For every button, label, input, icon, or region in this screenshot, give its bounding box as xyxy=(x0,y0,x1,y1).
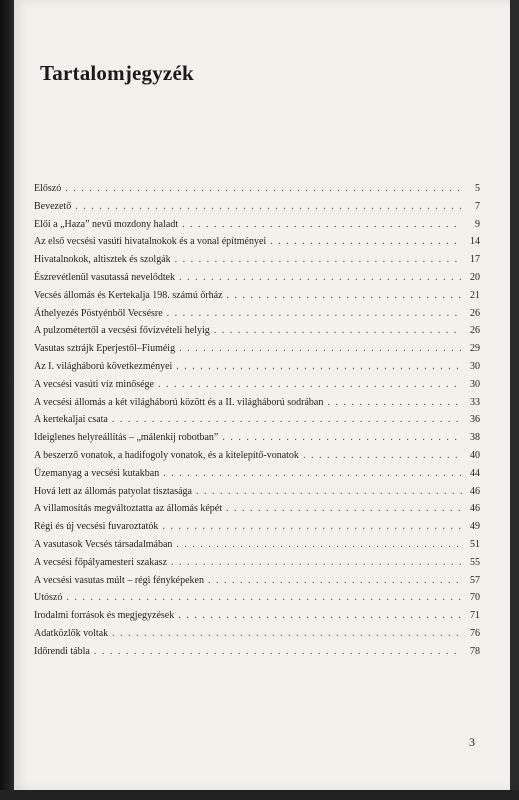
toc-entry-page: 49 xyxy=(470,521,480,533)
page-edge xyxy=(510,0,519,800)
toc-entry xyxy=(34,254,480,272)
toc-entry-page: 26 xyxy=(470,325,480,337)
toc-entry-page: 57 xyxy=(470,574,480,586)
toc-entry-title: Vasutas sztrájk Eperjestől–Fiuméig xyxy=(34,343,176,355)
toc-leader-dots xyxy=(227,290,462,301)
toc-leader-dots xyxy=(176,361,462,372)
toc-entry-page: 70 xyxy=(470,592,480,604)
toc-entry-title: Hová lett az állomás patyolat tisztasága xyxy=(34,485,192,497)
toc-entry xyxy=(34,646,480,664)
toc-entry-title: Észrevétlenül vasutassá nevelődtek xyxy=(34,271,176,283)
toc-entry-title: A vecsési főpályamesteri szakasz xyxy=(34,556,168,568)
toc-entry xyxy=(34,272,480,290)
toc-leader-dots xyxy=(112,628,462,639)
toc-entry xyxy=(34,201,480,219)
toc-entry-title: Az I. világháború következményei xyxy=(34,360,173,372)
toc-entry xyxy=(34,503,480,521)
toc-leader-dots xyxy=(167,308,462,319)
toc-leader-dots xyxy=(163,468,462,479)
toc-entry-page: 17 xyxy=(470,254,480,266)
toc-entry xyxy=(34,557,480,575)
toc-entry-title: A vecsési állomás a két világháború között és a II. világháború sodrában xyxy=(34,396,324,408)
toc-entry xyxy=(34,414,480,432)
toc-entry-title: Vecsés állomás és Kertekalja 198. számú őrház xyxy=(34,289,223,301)
toc-entry xyxy=(34,290,480,308)
toc-entry xyxy=(34,486,480,504)
toc-entry xyxy=(34,575,480,593)
page-number: 3 xyxy=(469,735,475,749)
toc-entry xyxy=(34,183,480,201)
toc-entry-page: 14 xyxy=(470,236,480,248)
toc-entry-title: Előszó xyxy=(34,183,62,194)
toc-entry-page: 46 xyxy=(470,503,480,515)
toc-entry-title: Adatközlők voltak xyxy=(34,627,109,639)
toc-entry-page: 38 xyxy=(470,432,480,444)
toc-entry xyxy=(34,628,480,646)
toc-entry xyxy=(34,325,480,343)
toc-entry-title: Az első vecsési vasúti hivatalnokok és a vonal építményei xyxy=(34,236,267,248)
toc-leader-dots xyxy=(196,486,462,497)
toc-entry xyxy=(34,361,480,379)
toc-entry-page: 29 xyxy=(470,343,480,355)
toc-entry-page: 46 xyxy=(470,485,480,497)
toc-entry-title: Előí a „Haza” nevű mozdony haladt xyxy=(34,218,179,230)
toc-leader-dots xyxy=(175,254,462,265)
toc-entry xyxy=(34,308,480,326)
toc-entry-title: A villamosítás megváltoztatta az állomás képét xyxy=(34,503,222,515)
toc-entry xyxy=(34,521,480,539)
toc-leader-dots xyxy=(66,592,462,603)
toc-entry-page: 71 xyxy=(470,610,480,622)
toc-entry xyxy=(34,610,480,628)
toc-leader-dots xyxy=(178,610,462,621)
toc-entry-page: 40 xyxy=(470,449,480,461)
toc-leader-dots xyxy=(162,521,462,532)
toc-entry-title: Időrendi tábla xyxy=(34,645,90,657)
toc-entry-page: 76 xyxy=(470,627,480,639)
toc-entry-page: 78 xyxy=(470,645,480,657)
table-of-contents xyxy=(34,183,480,664)
toc-entry-page: 30 xyxy=(470,360,480,372)
toc-entry xyxy=(34,397,480,415)
toc-entry-title: A pulzométertől a vecsési fővízvételi helyig xyxy=(34,325,210,337)
toc-entry-title: Régi és új vecsési fuvaroztatók xyxy=(34,521,159,533)
toc-entry xyxy=(34,592,480,610)
toc-leader-dots xyxy=(208,575,462,586)
toc-entry-page: 21 xyxy=(470,289,480,301)
document-page xyxy=(14,0,510,790)
toc-entry-title: A vasutasok Vecsés társadalmában xyxy=(34,538,173,550)
toc-entry-page: 33 xyxy=(470,396,480,408)
toc-entry-title: A beszerző vonatok, a hadifogoly vonatok, és a kitelepítő-vonatok xyxy=(34,449,299,461)
toc-entry-page: 36 xyxy=(470,414,480,426)
page-edge-bottom xyxy=(0,790,519,800)
toc-leader-dots xyxy=(65,183,462,194)
toc-leader-dots xyxy=(179,272,462,283)
toc-entry-title: Irodalmi források és megjegyzések xyxy=(34,610,175,622)
toc-entry-page: 20 xyxy=(470,271,480,283)
toc-entry-page: 26 xyxy=(470,307,480,319)
toc-leader-dots xyxy=(94,646,462,657)
toc-leader-dots xyxy=(270,236,462,247)
toc-leader-dots xyxy=(171,557,462,568)
toc-entry-title: Üzemanyag a vecsési kutakban xyxy=(34,467,160,479)
toc-leader-dots xyxy=(112,414,462,425)
toc-leader-dots xyxy=(303,450,462,461)
toc-entry-page: 55 xyxy=(470,556,480,568)
toc-entry-title: Ideiglenes helyreállítás – „málenkij robotban” xyxy=(34,432,219,444)
toc-leader-dots xyxy=(222,432,462,443)
toc-leader-dots xyxy=(179,343,462,354)
toc-leader-dots xyxy=(214,325,462,336)
toc-entry xyxy=(34,539,480,557)
toc-leader-dots xyxy=(75,201,462,212)
toc-leader-dots xyxy=(158,379,462,390)
toc-entry-title: Áthelyezés Pöstyénből Vecsésre xyxy=(34,307,163,319)
toc-entry xyxy=(34,379,480,397)
toc-entry-page: 7 xyxy=(475,200,480,212)
toc-entry-title: Hivatalnokok, altisztek és szolgák xyxy=(34,254,171,266)
toc-entry-title: A vecsési vasúti víz minősége xyxy=(34,378,154,390)
toc-entry xyxy=(34,450,480,468)
toc-entry-title: Utószó xyxy=(34,592,63,604)
toc-entry xyxy=(34,468,480,486)
toc-leader-dots xyxy=(182,219,462,230)
toc-entry-page: 9 xyxy=(475,218,480,230)
toc-entry-title: A vecsési vasutas múlt – régi fényképeken xyxy=(34,574,204,586)
toc-entry-title: A kertekaljai csata xyxy=(34,414,108,426)
toc-leader-dots xyxy=(327,397,462,408)
toc-entry-page: 44 xyxy=(470,467,480,479)
toc-entry-page: 51 xyxy=(470,538,480,550)
toc-entry-page: 30 xyxy=(470,378,480,390)
toc-leader-dots xyxy=(226,503,462,514)
toc-entry-page: 5 xyxy=(475,183,480,194)
toc-entry xyxy=(34,343,480,361)
toc-leader-dots xyxy=(176,539,462,550)
toc-entry xyxy=(34,236,480,254)
toc-entry-title: Bevezető xyxy=(34,200,72,212)
toc-entry xyxy=(34,432,480,450)
book-spine xyxy=(0,0,14,790)
page-title: Tartalomjegyzék xyxy=(40,61,194,86)
toc-entry xyxy=(34,219,480,237)
